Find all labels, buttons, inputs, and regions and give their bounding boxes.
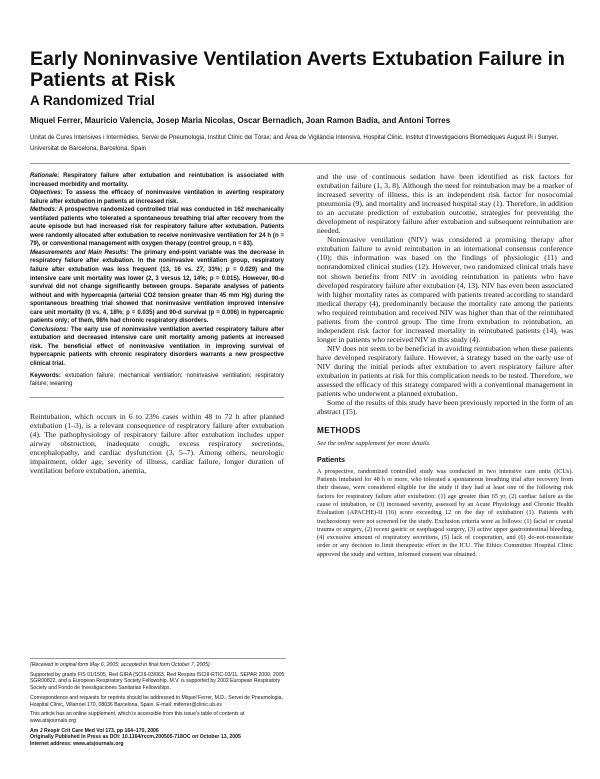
- intro-paragraph-3: Noninvasive ventilation (NIV) was considered a promising therapy after extubation failure to avoid reintubation in an international consensus conference (10); this information was based on the findings of physiologic (11) and nonrandomized clinical studies (12). However, two randomized clinical trials have not shown benefits from NIV in avoiding reintubation in patients who have developed respiratory failure after extubation (4, 13). NIV has even been associated with higher mortality rates as compared with patients treated according to standard medical therapy (4), predominantly because the mortality rate among the patients who required reintubation and received NIV was higher than that of the reintubated patients from the control group. The time from extubation to reintubation, an independent risk factor for increased mortality in reintubated patients (14), was longer in patients who received NIV in this study (4).: [317, 235, 573, 344]
- doi-line: Originally Published in Press as DOI: 10.1164/rccm.200505-718OC on October 13, 2005: [30, 734, 241, 741]
- author-list: Miquel Ferrer, Mauricio Valencia, Josep Maria Nicolas, Oscar Bernadich, Joan Ramon Badia, and Antoni Torres: [30, 116, 451, 125]
- article-subtitle: A Randomized Trial: [30, 93, 155, 108]
- patients-paragraph: A prospective, randomized controlled study was conducted in two intensive care units (ICUs). Patients intubated for 48 h or more, who tolerated a spontaneous breathing trial after recovery from their disease, were considered eligible for the study if they had at least one of the following risk factors for respiratory failure after extubation: (1) age greater than 65 yr, (2) cardiac failure as the cause of intubation, or (3) increased severity, assessed by an Acute Physiology and Chronic Health Evaluation (APACHE)-II (16) score exceeding 12 on the day of extubation (1). Patients with tracheostomy were not screened for the study. Exclusion criteria were as follows: (1) facial or cranial trauma or surgery, (2) recent gastric or esophageal surgery, (3) active upper gastrointestinal bleeding, (4) excessive amount of respiratory secretions, (5) lack of cooperation, and (6) do-not-resuscitate order or any decision to limit therapeutic effort in the ICU. The Ethics Committee Hospital Clinic approved the study and written, informed consent was obtained.: [317, 467, 573, 558]
- patients-section: [317, 468, 573, 559]
- intro-paragraph-5: Some of the results of this study have been previously reported in the form of an abstract (15).: [317, 398, 573, 417]
- patients-heading: Patients: [317, 454, 345, 464]
- intro-paragraph-2: and the use of continuous sedation have been identified as risk factors for extubation failure (1, 3, 8). Although the need for reintubation may be a marker of increased severity of illness, this is an independent risk factor for nosocomial pneumonia (9), and mortality and increased hospital stay (1). Therefore, in addition to an accurate prediction of extubation outcome, strategies for preventing the development of respiratory failure after extubation and subsequent reintubation are needed.: [317, 172, 573, 236]
- abstract-methods-text: A prospective randomized controlled trial was conducted in 162 mechanically ventilated patients who tolerated a spontaneous breathing trial after recovery from the acute episode but had increased risk for respiratory failure after extubation. Patients were randomly allocated after extubation to receive noninvasive ventilation for 24 h (n = 79), or conventional management with oxygen therapy (control group, n = 83).: [30, 207, 284, 248]
- abstract-conclusions-text: The early use of noninvasive ventilation averted respiratory failure after extubation and decreased intensive care unit mortality among patients at increased risk. The beneficial effect of noninvasive ventilation in improving survival of hypercapnic patients with chronic respiratory disorders warrants a new prospective clinical trial.: [30, 326, 284, 368]
- abstract-objectives-label: Objectives:: [30, 190, 63, 197]
- supplement-note: This article has an online supplement, which is accessible from this issue's table of contents at www.atsjournals.org: [30, 711, 245, 724]
- affiliations: Unitat de Cures Intensives i Intermèdies, Servei de Pneumologia, Institut Clínic del Tòrax; and Àrea de Vigilància Intensiva, Hospital Clinic, Institut d’Investigacions Biomèdiques August Pi i Sunyer, Universitat de Barcelona, Barcelona, Spain: [30, 134, 559, 152]
- abstract-conclusions: [30, 326, 284, 369]
- journal-citation: Am J Respir Crit Care Med Vol 173. pp 164–170, 2006: [30, 727, 159, 734]
- methods-heading: METHODS: [317, 426, 361, 436]
- left-column: [30, 172, 284, 475]
- right-column: [317, 172, 573, 559]
- intro-right: [317, 172, 573, 416]
- article-title: Early Noninvasive Ventilation Averts Extubation Failure in Patients at Risk: [30, 48, 565, 91]
- abstract: [30, 172, 284, 369]
- abstract-objectives-text: To assess the efficacy of noninvasive ventilation in averting respiratory failure after extubation in patients at increased risk.: [30, 190, 284, 205]
- internet-address: Internet address: www.atsjournals.org: [30, 741, 124, 748]
- keywords-label: Keywords:: [30, 372, 61, 379]
- received-dates: (Received in original form May 6, 2005; accepted in final form October 7, 2005): [30, 662, 210, 668]
- keywords: [30, 372, 284, 398]
- intro-paragraph-1: Reintubation, which occurs in 6 to 23% cases within 48 to 72 h after planned extubation (1–3), is a relevant consequence of respiratory failure after extubation (4). The pathophysiology of respiratory failure after extubation includes upper airway obstruction, inadequate cough, excess respiratory secretions, encephalopathy, and cardiac dysfunction (3, 5–7). Among others, neurologic impairment, older age, severity of illness, cardiac failure, longer duration of ventilation before extubation, anemia,: [30, 411, 284, 475]
- supplement-reference: See the online supplement for more details.: [317, 440, 431, 448]
- abstract-methods: [30, 206, 284, 249]
- abstract-results: [30, 249, 284, 326]
- abstract-results-label: Measurements and Main Results:: [30, 249, 129, 256]
- abstract-results-text: The primary end-point variable was the decrease in respiratory failure after extubation. In the noninvasive ventilation group, respiratory failure after extubation was less frequent (13, 16 vs. 27, 33%; p = 0.029) and the intensive care unit mortality was lower (2, 3 versus 12, 14%; p = 0.015). However, 90-d survival did not change significantly between groups. Separate analyses of patients without and with hypercapnia (arterial CO2 tension greater than 45 mm Hg) during the spontaneous breathing trial showed that noninvasive ventilation improved intensive care unit mortality (0 vs. 4, 18%; p = 0.035) and 90-d survival (p = 0.006) in hypercapnic patients only; of them, 98% had chronic respiratory disorders.: [30, 249, 284, 325]
- funding-note: Supported by grants FIS 01/1505, Red GIRA (SCIII-03/063, Red Respira ISCIII-RTIC-03/11, SEPAR 2000, 2005 SGR00822, and a European Respiratory Society Fellowship. M.V. is supported by 2002 European Respiratory Society and Fondo de Investigaciones Sanitarias Fellowships.: [30, 671, 285, 692]
- footnotes: [30, 658, 286, 748]
- abstract-rationale: [30, 172, 284, 189]
- keywords-text: extubation failure; mechanical ventilation; noninvasive ventilation; respiratory failure; weaning: [30, 372, 284, 388]
- abstract-rationale-text: Respiratory failure after extubation and reintubation is associated with increased morbidity and mortality.: [30, 173, 284, 188]
- header-divider: [30, 163, 570, 164]
- abstract-objectives: [30, 189, 284, 206]
- correspondence-note: Correspondence and requests for reprints should be addressed to Miquel Ferrer, M.D., Servei de Pneumologia, Hospital Clínic, Villarroel 170, 08036 Barcelona, Spain. E-mail: miferrer@clinic.ub.es: [30, 694, 283, 708]
- abstract-methods-label: Methods:: [30, 207, 57, 214]
- intro-paragraph-4: NIV does not seem to be beneficial in avoiding reintubation when these patients have developed respiratory failure. However, a strategy based on the early use of NIV during the initial periods after extubation to avert respiratory failure after extubation in patients at risk for this complication needs to be tested. Therefore, we assessed the efficacy of this strategy compared with a conventional management in patients who underwent a planned extubation.: [317, 343, 573, 399]
- abstract-rationale-label: Rationale:: [30, 173, 60, 179]
- intro-left: [30, 412, 284, 475]
- abstract-conclusions-label: Conclusions:: [30, 326, 69, 333]
